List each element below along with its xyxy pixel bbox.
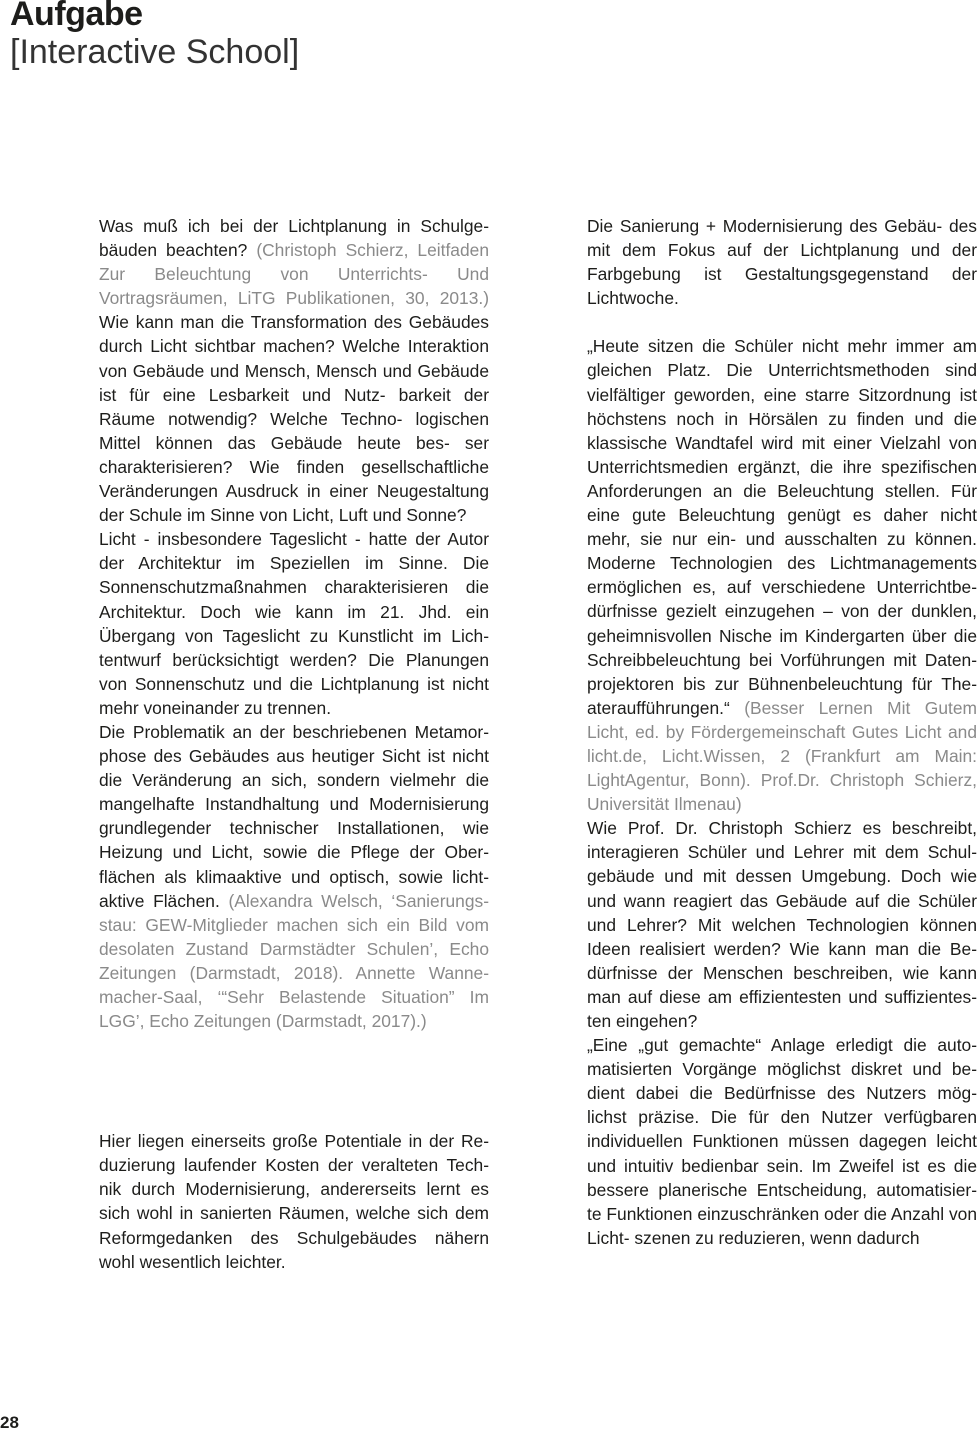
right-paragraph-3: Wie Prof. Dr. Christoph Schierz es beschreibt, interagieren Schüler und Lehrer mit dem Schul- gebäude und mit dessen Umgebung. Doch wie und wann reagiert das Gebäude auf die Schüler und Lehrer? Mit welchen Technologien können Ideen realisiert werden? Wie kann man die Be- dürfnisse der Menschen beschreiben, wie kann man auf diese am effizientesten und suffizientes- ten eingehen? <box>587 818 977 1031</box>
right-paragraph-1: Die Sanierung + Modernisierung des Gebäu- des mit dem Fokus auf der Lichtplanung und der Farbgebung ist Gestaltungsgegenstand der Lichtwoche. <box>587 216 977 309</box>
left-paragraph-1-text-b: Wie kann man die Transformation des Gebäudes durch Licht sichtbar machen? Welche Interaktion von Gebäude und Mensch, Mensch und Gebäude ist für eine Lesbarkeit und Nutz- barkeit der Räume notwendig? Welche Techno- logischen Mittel können das Gebäude heute bes- ser charakterisieren? Wie finden gesellschaftliche Veränderungen Ausdruck in einer Neugestaltung der Schule im Sinne von Licht, Luft und Sonne? <box>99 312 489 526</box>
page-title: Aufgabe <box>10 0 143 33</box>
left-column <box>99 214 489 1274</box>
left-paragraph-1 <box>99 214 489 527</box>
right-paragraph-2 <box>587 334 977 816</box>
paragraph-spacer <box>587 310 977 334</box>
left-paragraph-4: Hier liegen einerseits große Potentiale in der Re- duzierung laufender Kosten der veralteten Tech- nik durch Modernisierung, andererseits lernt es sich wohl in sanierten Räumen, welche sich dem Reformgedanken des Schulgebäudes nähern wohl wesentlich leichter. <box>99 1131 489 1272</box>
paragraph-spacer <box>99 1033 489 1129</box>
left-paragraph-3-citation: (Alexandra Welsch, ‘Sanierungs- stau: GEW-Mitglieder machen sich ein Bild vom desolaten Zustand Darmstädter Schulen’, Echo Zeitungen (Darmstadt, 2018). Annette Wanne- macher-Saal, ‘“Sehr Belastende Situation” Im LGG’, Echo Zeitungen (Darmstadt, 2017).) <box>99 890 489 1032</box>
left-paragraph-3-text: Die Problematik an der beschriebenen Metamor- phose des Gebäudes aus heutiger Sicht ist nicht die Veränderung an sich, sondern vielmehr die mangelhafte Instandhaltung und Modernisierung grundlegender technischer Installationen, wie Heizung und Licht, sowie die Pflege der Ober- flächen als klimaaktive und optisch, sowie licht- aktive Flächen. <box>99 721 489 911</box>
left-paragraph-1-citation: (Christoph Schierz, Leitfaden Zur Beleuchtung von Unterrichts- Und Vortragsräumen, LiTG Publikationen, 30, 2013.) <box>99 240 489 309</box>
left-paragraph-3 <box>99 720 489 1033</box>
left-paragraph-1-text-a: Was muß ich bei der Lichtplanung in Schulge- bäuden beachten? <box>99 216 489 261</box>
right-paragraph-4: „Eine „gut gemachte“ Anlage erledigt die auto- matisierten Vorgänge möglichst diskret und be- dient dabei die Bedürfnisse des Nutzers mög- lichst präzise. Die für den Nutzer verfügbaren individuellen Funktionen müssen dagegen leicht und intuitiv bedienbar sein. Im Zweifel ist es die bessere planerische Entscheidung, automatisier- te Funktionen einzuschränken oder die Anzahl von Licht- szenen zu reduzieren, wenn dadurch <box>587 1035 977 1248</box>
left-paragraph-2: Licht - insbesondere Tageslicht - hatte der Autor der Architektur im Speziellen im Sinne. Die Sonnenschutzmaßnahmen charakterisieren die Architektur. Doch wie kann im 21. Jhd. ein Übergang von Tageslicht zu Kunstlicht im Lich- tentwurf berücksichtigt werden? Die Planungen von Sonnenschutz und die Lichtplanung ist nicht mehr voneinander zu trennen. <box>99 529 489 718</box>
right-paragraph-2-citation: (Besser Lernen Mit Gutem Licht, ed. by Fördergemeinschaft Gutes Licht and licht.de, Licht.Wissen, 2 (Frankfurt am Main: LightAgentur, Bonn). Prof.Dr. Christoph Schierz, Universität Ilmenau) <box>587 697 977 815</box>
page-number: 28 <box>0 1413 19 1432</box>
page-subtitle: [Interactive School] <box>10 33 300 71</box>
right-column <box>587 214 977 1250</box>
right-paragraph-2-quote: „Heute sitzen die Schüler nicht mehr immer am gleichen Platz. Die Unterrichtsmethoden sind vielfältiger geworden, eine starre Sitzordnung ist höchstens noch in Hörsälen zu finden und die klassische Wandtafel wird mit einer Vielzahl von Unterrichtsmedien ergänzt, die ihre spezifischen Anforderungen an die Beleuchtung stellen. Für eine gute Beleuchtung genügt es daher nicht mehr, sie nur ein- und ausschalten zu können. Moderne Technologien des Lichtmanagements ermöglichen es, auf verschiedene Unterrichtbe- dürfnisse gezielt einzugehen – von der dunklen, geheimnisvollen Nische im Kindergarten über die Schreibbeleuchtung bei Vorführungen mit Daten- projektoren bis zur Bühnenbeleuchtung für The- ateraufführungen.“ <box>587 336 977 718</box>
